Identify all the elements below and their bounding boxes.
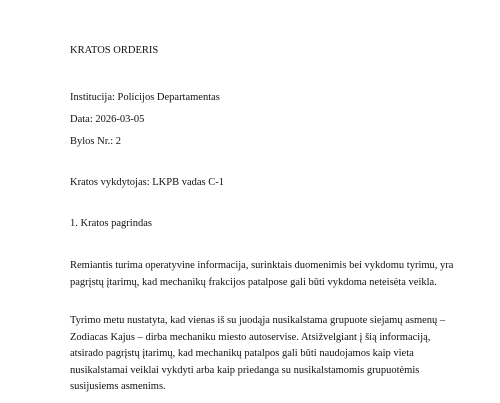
paragraph-line: pagrįstų įtarimų, kad mechanikų frakcijos patalpose gali būti vykdoma neteisėta veikla.: [70, 276, 437, 288]
paragraph-line: atsirado pagrįstų įtarimų, kad mechanikų patalpos gali būti naudojamos kaip vieta: [70, 348, 414, 359]
section-heading: 1. Kratos pagrindas: [70, 218, 152, 229]
executor-field: Kratos vykdytojas: LKPB vadas C-1: [70, 177, 224, 188]
paragraph-line: Remiantis turima operatyvine informacija, surinktais duomenimis bei vykdomu tyrimu, yra: [70, 260, 454, 271]
paragraph-line: nusikalstamai veiklai vykdyti arba kaip priedanga su nusikalstamomis grupuotėmis: [70, 364, 420, 376]
paragraph-investigation: [70, 313, 450, 396]
paragraph-grounds: [70, 258, 454, 291]
case-number-field: Bylos Nr.: 2: [70, 136, 122, 147]
date-field: Data: 2026-03-05: [70, 114, 145, 125]
document-title: KRATOS ORDERIS: [70, 45, 159, 56]
institution-field: Institucija: Policijos Departamentas: [70, 92, 220, 103]
paragraph-line: susijusiems asmenims.: [70, 381, 166, 392]
paragraph-line: Tyrimo metu nustatyta, kad vienas iš su juodąja nusikalstama grupuote siejamų asmenų –: [70, 315, 446, 326]
paragraph-line: Zodiacas Kajus – dirba mechaniku miesto autoservise. Atsižvelgiant į šią informaciją,: [70, 331, 431, 343]
